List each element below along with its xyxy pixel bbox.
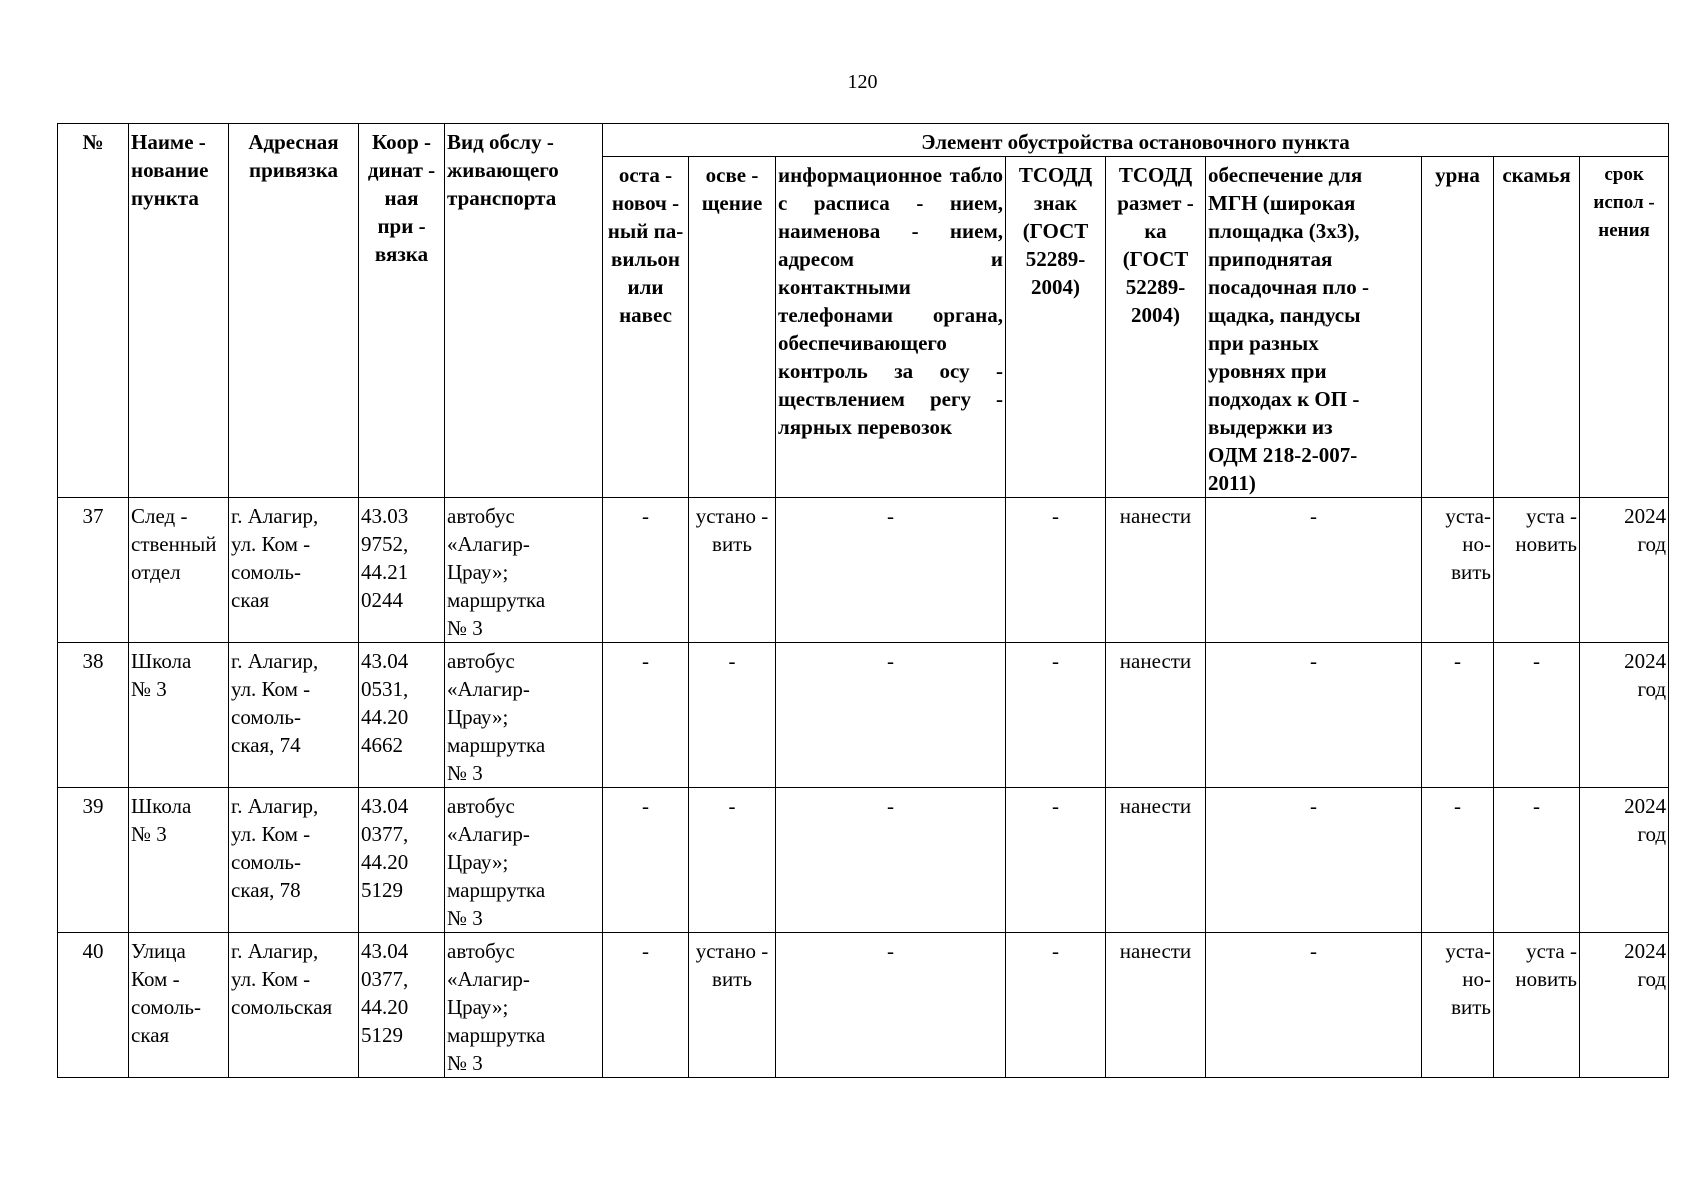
header-bench: скамья <box>1494 157 1580 498</box>
cell-coords: 43.04 0377, 44.20 5129 <box>359 933 445 1078</box>
cell-sign: - <box>1006 788 1106 933</box>
cell-mgn: - <box>1206 933 1422 1078</box>
table-row <box>58 643 1669 788</box>
cell-mgn: - <box>1206 643 1422 788</box>
header-name: Наиме - нование пункта <box>129 124 229 498</box>
cell-coords: 43.04 0377, 44.20 5129 <box>359 788 445 933</box>
cell-pavilion: - <box>603 933 689 1078</box>
cell-marking: нанести <box>1106 643 1206 788</box>
cell-mgn: - <box>1206 788 1422 933</box>
header-equipment-group: Элемент обустройства остановочного пункта <box>603 124 1669 157</box>
table-row <box>58 498 1669 643</box>
cell-mgn: - <box>1206 498 1422 643</box>
table-row <box>58 788 1669 933</box>
cell-address: г. Алагир, ул. Ком - сомольская <box>229 933 359 1078</box>
cell-bench: - <box>1494 788 1580 933</box>
cell-pavilion: - <box>603 643 689 788</box>
cell-transport: автобус «Алагир- Црау»; маршрутка № 3 <box>445 933 603 1078</box>
header-transport: Вид обслу - живающего транспорта <box>445 124 603 498</box>
header-mgn: обеспечение для МГН (широкая площадка (3x3), приподнятая посадочная пло - щадка, пандусы при разных уровнях при подходах к ОП - выдержки из ОДМ 218-2-007- 2011) <box>1206 157 1422 498</box>
cell-deadline: 2024 год <box>1580 788 1669 933</box>
cell-pavilion: - <box>603 788 689 933</box>
cell-transport: автобус «Алагир- Црау»; маршрутка № 3 <box>445 498 603 643</box>
cell-marking: нанести <box>1106 933 1206 1078</box>
cell-lighting: - <box>689 643 776 788</box>
cell-lighting: устано - вить <box>689 498 776 643</box>
cell-sign: - <box>1006 643 1106 788</box>
header-num: № <box>58 124 129 498</box>
cell-name: Улица Ком - сомоль- ская <box>129 933 229 1078</box>
cell-name: След - ственный отдел <box>129 498 229 643</box>
cell-name: Школа № 3 <box>129 643 229 788</box>
header-deadline: срок испол - нения <box>1580 157 1669 498</box>
cell-sign: - <box>1006 498 1106 643</box>
cell-address: г. Алагир, ул. Ком - сомоль- ская <box>229 498 359 643</box>
cell-lighting: - <box>689 788 776 933</box>
bus-stop-table <box>57 123 1669 1078</box>
cell-coords: 43.03 9752, 44.21 0244 <box>359 498 445 643</box>
table-row <box>58 933 1669 1078</box>
cell-name: Школа № 3 <box>129 788 229 933</box>
header-coords: Коор - динат - ная при - вязка <box>359 124 445 498</box>
page-number: 120 <box>847 71 878 93</box>
cell-info-board: - <box>776 788 1006 933</box>
header-row-top <box>58 124 1669 157</box>
cell-pavilion: - <box>603 498 689 643</box>
cell-bench: уста - новить <box>1494 498 1580 643</box>
cell-bin: - <box>1422 643 1494 788</box>
cell-marking: нанести <box>1106 788 1206 933</box>
cell-sign: - <box>1006 933 1106 1078</box>
cell-bin: уста- но- вить <box>1422 933 1494 1078</box>
cell-num: 37 <box>58 498 129 643</box>
cell-info-board: - <box>776 643 1006 788</box>
header-info-board: информационное табло с расписа - нием, наименова - нием, адресом и контактными телефонами органа, обеспечивающего контроль за осу - ществлением регу - лярных перевозок <box>776 157 1006 498</box>
cell-num: 40 <box>58 933 129 1078</box>
cell-info-board: - <box>776 498 1006 643</box>
cell-bench: уста - новить <box>1494 933 1580 1078</box>
header-address: Адресная привязка <box>229 124 359 498</box>
cell-coords: 43.04 0531, 44.20 4662 <box>359 643 445 788</box>
header-bin: урна <box>1422 157 1494 498</box>
cell-lighting: устано - вить <box>689 933 776 1078</box>
cell-num: 39 <box>58 788 129 933</box>
cell-num: 38 <box>58 643 129 788</box>
cell-address: г. Алагир, ул. Ком - сомоль- ская, 74 <box>229 643 359 788</box>
cell-deadline: 2024 год <box>1580 643 1669 788</box>
cell-transport: автобус «Алагир- Црау»; маршрутка № 3 <box>445 788 603 933</box>
cell-deadline: 2024 год <box>1580 933 1669 1078</box>
header-lighting: осве - щение <box>689 157 776 498</box>
cell-marking: нанести <box>1106 498 1206 643</box>
cell-bin: уста- но- вить <box>1422 498 1494 643</box>
cell-deadline: 2024 год <box>1580 498 1669 643</box>
header-pavilion: оста - новоч - ный па- вильон или навес <box>603 157 689 498</box>
cell-transport: автобус «Алагир- Црау»; маршрутка № 3 <box>445 643 603 788</box>
header-marking: ТСОДД размет - ка (ГОСТ 52289- 2004) <box>1106 157 1206 498</box>
cell-bin: - <box>1422 788 1494 933</box>
cell-address: г. Алагир, ул. Ком - сомоль- ская, 78 <box>229 788 359 933</box>
cell-bench: - <box>1494 643 1580 788</box>
cell-info-board: - <box>776 933 1006 1078</box>
header-sign: ТСОДД знак (ГОСТ 52289- 2004) <box>1006 157 1106 498</box>
